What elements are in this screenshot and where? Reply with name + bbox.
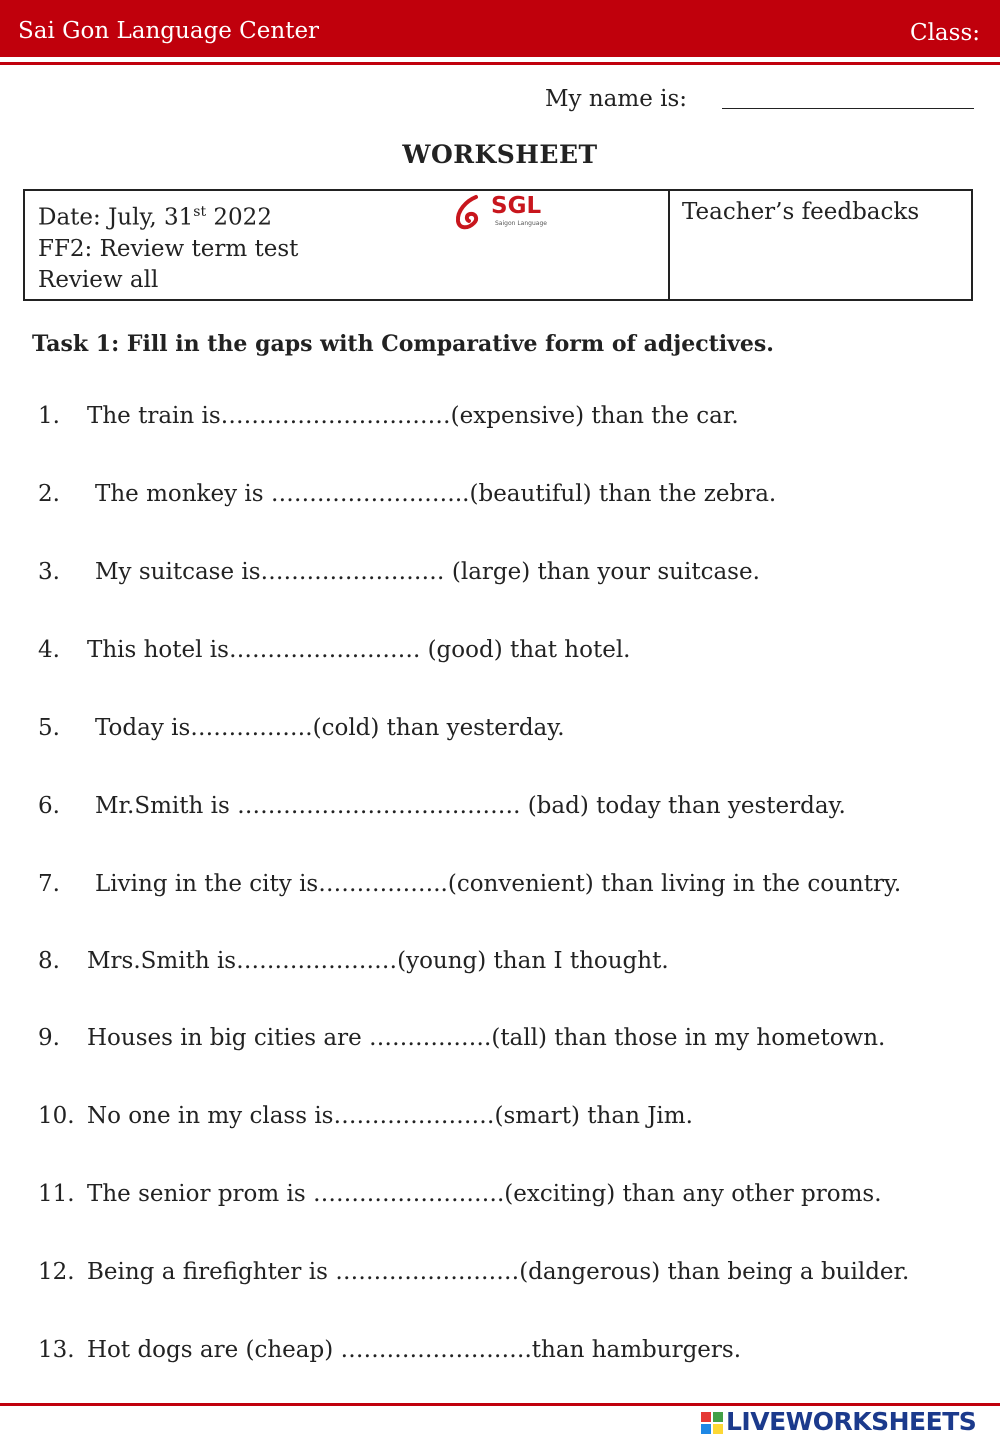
liveworksheets-brand: LIVEWORKSHEETS [726,1407,977,1436]
header-divider [0,62,1000,65]
item-text[interactable]: Being a firefighter is ……………………(dangerous) than being a builder. [87,1259,910,1285]
sgl-subtitle: Saigon Language [495,220,547,227]
item-number: 2. [38,481,60,507]
item-text[interactable]: Mr.Smith is ………………………………. (bad) today than yesterday. [95,793,846,819]
task1-title: Task 1: Fill in the gaps with Comparative form of adjectives. [32,331,774,357]
lesson-info [38,197,298,296]
item-number: 13. [38,1337,75,1363]
sgl-swoosh-icon [454,193,488,231]
name-label: My name is: [545,86,688,112]
item-text[interactable]: The train is…………………………(expensive) than the car. [87,403,739,429]
item-text[interactable]: My suitcase is…………………… (large) than your suitcase. [95,559,760,585]
item-number: 6. [38,793,60,819]
item-text[interactable]: Mrs.Smith is…………………(young) than I thought. [87,948,669,974]
review-line: Review all [38,266,159,293]
sgl-brand-text: SGL [491,193,542,219]
item-number: 8. [38,948,60,974]
lesson-line: FF2: Review term test [38,235,299,262]
item-text[interactable]: Hot dogs are (cheap) …………………….than hamburgers. [87,1337,742,1363]
item-text[interactable]: This hotel is……………………. (good) that hotel. [87,637,631,663]
liveworksheets-logo[interactable] [700,1407,992,1439]
header-bar [0,0,1000,57]
item-number: 4. [38,637,60,663]
item-number: 1. [38,403,60,429]
center-name: Sai Gon Language Center [18,18,320,44]
item-text[interactable]: Today is…………….(cold) than yesterday. [95,715,565,741]
page-title: WORKSHEET [402,140,598,169]
name-blank-line[interactable] [722,108,974,109]
item-text[interactable]: Houses in big cities are …………….(tall) than those in my hometown. [87,1025,886,1051]
item-number: 12. [38,1259,75,1285]
date-line: Date: July, 31st 2022 [38,204,272,231]
sgl-logo [454,193,558,233]
item-number: 7. [38,871,60,897]
info-box-divider [668,191,670,299]
item-number: 3. [38,559,60,585]
item-text[interactable]: The monkey is ……………………..(beautiful) than the zebra. [95,481,777,507]
item-number: 11. [38,1181,75,1207]
item-number: 10. [38,1103,75,1129]
teacher-feedback-label: Teacher’s feedbacks [682,199,920,225]
item-number: 9. [38,1025,60,1051]
item-text[interactable]: Living in the city is……………..(convenient) than living in the country. [95,871,902,897]
liveworksheets-blocks-icon [700,1411,724,1435]
item-number: 5. [38,715,60,741]
class-label: Class: [909,20,980,46]
item-text[interactable]: The senior prom is …………………….(exciting) than any other proms. [87,1181,882,1207]
footer-divider [0,1403,1000,1406]
item-text[interactable]: No one in my class is…………………(smart) than Jim. [87,1103,693,1129]
